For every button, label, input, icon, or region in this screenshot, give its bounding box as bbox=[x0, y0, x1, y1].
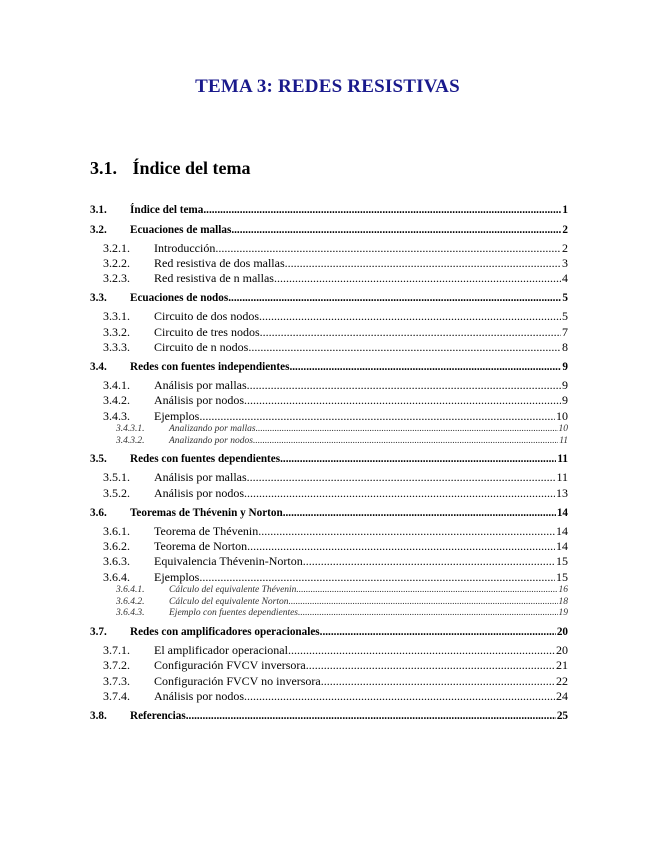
toc-entry-title: Circuito de dos nodos bbox=[154, 309, 259, 324]
toc-entry-label bbox=[90, 223, 561, 238]
section-heading bbox=[90, 158, 250, 179]
toc-dot-leader bbox=[186, 709, 556, 724]
toc-entry-page: 14 bbox=[556, 523, 568, 538]
toc-dot-leader bbox=[258, 524, 555, 539]
toc-entry-number: 3.6.3. bbox=[103, 554, 130, 569]
toc-entry-title: Ejemplos bbox=[154, 408, 200, 423]
toc-entry-number: 3.2. bbox=[90, 223, 107, 236]
toc-dot-leader bbox=[256, 424, 558, 436]
toc-entry-title: Análisis por mallas bbox=[154, 377, 247, 392]
toc-entry-title: Introducción bbox=[154, 240, 216, 255]
toc-dot-leader bbox=[244, 486, 555, 501]
toc-entry-page: 14 bbox=[556, 538, 568, 553]
toc-entry[interactable] bbox=[90, 409, 568, 424]
toc-entry-page: 20 bbox=[556, 643, 568, 658]
toc-entry-page: 18 bbox=[558, 596, 568, 607]
toc-entry-page: 24 bbox=[556, 688, 568, 703]
toc-entry-page: 9 bbox=[562, 393, 568, 408]
toc-dot-leader bbox=[259, 309, 561, 324]
toc-entry[interactable] bbox=[90, 570, 568, 585]
toc-entry[interactable] bbox=[90, 271, 568, 286]
toc-entry-label bbox=[103, 393, 561, 408]
table-of-contents bbox=[90, 203, 568, 727]
toc-entry-label bbox=[103, 325, 561, 340]
toc-entry-label bbox=[103, 539, 555, 554]
toc-entry-label bbox=[103, 241, 561, 256]
toc-entry-number: 3.7.1. bbox=[103, 643, 130, 658]
toc-entry-number: 3.8. bbox=[90, 710, 107, 723]
toc-entry-title: Redes con fuentes independientes bbox=[130, 361, 290, 374]
toc-entry-title: Análisis por nodos bbox=[154, 393, 244, 408]
toc-dot-leader bbox=[306, 658, 555, 673]
toc-entry-number: 3.4.2. bbox=[103, 393, 130, 408]
toc-entry-page: 15 bbox=[556, 569, 568, 584]
toc-entry-label bbox=[116, 436, 558, 448]
toc-entry[interactable] bbox=[90, 340, 568, 355]
toc-entry-title: Analizando por nodos bbox=[169, 435, 253, 446]
toc-entry-label bbox=[90, 506, 556, 521]
toc-entry-label bbox=[103, 486, 555, 501]
toc-entry[interactable] bbox=[90, 203, 568, 218]
toc-entry-label bbox=[103, 554, 555, 569]
toc-entry-number: 3.4.3.1. bbox=[116, 423, 145, 434]
toc-entry-number: 3.3. bbox=[90, 292, 107, 305]
toc-entry[interactable] bbox=[90, 360, 568, 375]
section-heading-title: Índice del tema bbox=[132, 158, 251, 178]
toc-dot-leader bbox=[288, 643, 555, 658]
toc-entry-page: 4 bbox=[562, 271, 568, 286]
toc-entry-page: 22 bbox=[556, 673, 568, 688]
toc-entry-label bbox=[116, 608, 558, 620]
toc-entry-page: 7 bbox=[562, 324, 568, 339]
toc-entry-page: 16 bbox=[558, 584, 568, 595]
toc-entry-number: 3.4.3.2. bbox=[116, 435, 145, 446]
toc-entry[interactable] bbox=[90, 291, 568, 306]
toc-entry-label bbox=[103, 271, 561, 286]
toc-entry-page: 14 bbox=[556, 506, 568, 519]
toc-entry-title: Cálculo del equivalente Thévenin bbox=[169, 584, 297, 595]
toc-entry-title: Circuito de tres nodos bbox=[154, 324, 260, 339]
toc-entry-label bbox=[103, 340, 561, 355]
toc-entry-label bbox=[103, 658, 555, 673]
toc-dot-leader bbox=[199, 409, 555, 424]
toc-entry[interactable] bbox=[90, 709, 568, 724]
toc-dot-leader bbox=[296, 585, 557, 597]
toc-entry-number: 3.3.1. bbox=[103, 309, 130, 324]
toc-entry-page: 20 bbox=[556, 626, 568, 639]
toc-entry-title: Analizando por mallas bbox=[169, 423, 256, 434]
toc-entry-title: Teorema de Norton bbox=[154, 538, 248, 553]
toc-entry-number: 3.2.1. bbox=[103, 240, 130, 255]
toc-entry-title: Red resistiva de n mallas bbox=[154, 271, 274, 286]
toc-entry-number: 3.3.2. bbox=[103, 324, 130, 339]
toc-entry-page: 5 bbox=[562, 309, 568, 324]
toc-entry[interactable] bbox=[90, 452, 568, 467]
toc-dot-leader bbox=[228, 291, 561, 306]
toc-entry-title: Ejemplos bbox=[154, 569, 200, 584]
toc-entry-title: Análisis por nodos bbox=[154, 688, 244, 703]
toc-entry-title: Circuito de n nodos bbox=[154, 339, 249, 354]
toc-entry-label bbox=[103, 409, 555, 424]
toc-entry-page: 13 bbox=[556, 485, 568, 500]
toc-entry-label bbox=[103, 470, 555, 485]
toc-entry-page: 10 bbox=[556, 408, 568, 423]
toc-dot-leader bbox=[283, 506, 556, 521]
toc-dot-leader bbox=[199, 570, 555, 585]
toc-entry-number: 3.7.3. bbox=[103, 673, 130, 688]
toc-entry[interactable] bbox=[90, 597, 568, 609]
toc-entry-page: 11 bbox=[559, 435, 568, 446]
toc-entry-title: Ejemplo con fuentes dependientes bbox=[169, 608, 299, 619]
toc-entry-number: 3.4.3. bbox=[103, 408, 130, 423]
toc-entry-title: Equivalencia Thévenin-Norton bbox=[154, 554, 303, 569]
toc-entry[interactable] bbox=[90, 256, 568, 271]
toc-entry-title: Redes con amplificadores operacionales bbox=[130, 626, 320, 639]
toc-entry-title: Teoremas de Thévenin y Norton bbox=[130, 506, 283, 519]
toc-entry[interactable] bbox=[90, 436, 568, 448]
toc-entry[interactable] bbox=[90, 643, 568, 658]
toc-dot-leader bbox=[203, 203, 561, 218]
toc-entry-page: 8 bbox=[562, 339, 568, 354]
toc-entry-number: 3.3.3. bbox=[103, 339, 130, 354]
toc-dot-leader bbox=[289, 597, 558, 609]
toc-dot-leader bbox=[248, 340, 561, 355]
toc-entry[interactable] bbox=[90, 625, 568, 640]
toc-entry-number: 3.5.2. bbox=[103, 485, 130, 500]
toc-entry-title: Teorema de Thévenin bbox=[154, 523, 259, 538]
toc-entry-page: 11 bbox=[556, 470, 568, 485]
toc-entry-number: 3.6.4.2. bbox=[116, 596, 145, 607]
toc-entry-number: 3.4.1. bbox=[103, 377, 130, 392]
toc-entry-label bbox=[90, 203, 561, 218]
document-title: TEMA 3: REDES RESISTIVAS bbox=[195, 76, 460, 97]
toc-entry-label bbox=[103, 524, 555, 539]
toc-entry-title: El amplificador operacional bbox=[154, 643, 288, 658]
toc-entry-page: 5 bbox=[562, 292, 568, 305]
toc-entry-label bbox=[90, 360, 561, 375]
toc-entry[interactable] bbox=[90, 241, 568, 256]
toc-dot-leader bbox=[247, 539, 555, 554]
toc-entry-number: 3.6.1. bbox=[103, 523, 130, 538]
toc-entry-label bbox=[103, 570, 555, 585]
toc-entry-number: 3.2.3. bbox=[103, 271, 130, 286]
toc-entry[interactable] bbox=[90, 674, 568, 689]
toc-entry-label bbox=[116, 585, 558, 597]
toc-entry-title: Índice del tema bbox=[130, 204, 204, 216]
toc-entry-label bbox=[90, 291, 561, 306]
toc-entry-title: Referencias bbox=[130, 710, 186, 723]
toc-entry-page: 1 bbox=[562, 204, 568, 216]
toc-entry[interactable] bbox=[90, 309, 568, 324]
toc-entry-page: 9 bbox=[562, 377, 568, 392]
toc-entry[interactable] bbox=[90, 470, 568, 485]
toc-dot-leader bbox=[289, 360, 561, 375]
toc-entry[interactable] bbox=[90, 554, 568, 569]
toc-dot-leader bbox=[215, 241, 561, 256]
toc-entry[interactable] bbox=[90, 689, 568, 704]
toc-dot-leader bbox=[321, 674, 555, 689]
toc-entry-label bbox=[103, 309, 561, 324]
toc-entry[interactable] bbox=[90, 506, 568, 521]
toc-entry-number: 3.7.4. bbox=[103, 688, 130, 703]
toc-entry-title: Análisis por nodos bbox=[154, 485, 244, 500]
toc-entry-label bbox=[116, 597, 558, 609]
toc-entry[interactable] bbox=[90, 524, 568, 539]
toc-dot-leader bbox=[285, 256, 561, 271]
toc-dot-leader bbox=[231, 223, 561, 238]
toc-entry-number: 3.7.2. bbox=[103, 658, 130, 673]
toc-entry[interactable] bbox=[90, 378, 568, 393]
toc-entry-number: 3.6.2. bbox=[103, 538, 130, 553]
toc-entry-label bbox=[90, 709, 556, 724]
toc-entry-page: 25 bbox=[556, 710, 568, 723]
toc-dot-leader bbox=[253, 436, 558, 448]
toc-entry[interactable] bbox=[90, 539, 568, 554]
toc-dot-leader bbox=[247, 470, 556, 485]
toc-entry-label bbox=[103, 643, 555, 658]
toc-dot-leader bbox=[247, 378, 561, 393]
toc-entry-page: 3 bbox=[562, 255, 568, 270]
toc-dot-leader bbox=[244, 689, 555, 704]
toc-entry-number: 3.5.1. bbox=[103, 470, 130, 485]
toc-dot-leader bbox=[303, 554, 555, 569]
toc-entry-title: Ecuaciones de mallas bbox=[130, 223, 232, 236]
toc-entry-number: 3.6.4.1. bbox=[116, 584, 145, 595]
toc-entry-title: Configuración FVCV no inversora bbox=[154, 673, 321, 688]
toc-dot-leader bbox=[280, 452, 556, 467]
toc-entry-page: 15 bbox=[556, 554, 568, 569]
toc-entry-page: 2 bbox=[562, 223, 568, 236]
toc-entry[interactable] bbox=[90, 585, 568, 597]
toc-entry-page: 19 bbox=[558, 608, 568, 619]
toc-entry-number: 3.6. bbox=[90, 506, 107, 519]
toc-entry-label bbox=[103, 674, 555, 689]
toc-dot-leader bbox=[244, 393, 561, 408]
toc-entry-number: 3.6.4. bbox=[103, 569, 130, 584]
toc-entry-label bbox=[116, 424, 558, 436]
toc-entry-page: 2 bbox=[562, 240, 568, 255]
toc-entry-number: 3.2.2. bbox=[103, 255, 130, 270]
toc-dot-leader bbox=[274, 271, 561, 286]
toc-entry[interactable] bbox=[90, 223, 568, 238]
toc-entry[interactable] bbox=[90, 424, 568, 436]
toc-entry-label bbox=[103, 689, 555, 704]
toc-entry-page: 11 bbox=[557, 453, 568, 466]
toc-entry[interactable] bbox=[90, 486, 568, 501]
toc-entry[interactable] bbox=[90, 393, 568, 408]
toc-entry-label bbox=[103, 378, 561, 393]
toc-entry[interactable] bbox=[90, 658, 568, 673]
section-heading-number: 3.1. bbox=[90, 158, 117, 178]
toc-entry[interactable] bbox=[90, 325, 568, 340]
toc-dot-leader bbox=[260, 325, 561, 340]
toc-entry-page: 21 bbox=[556, 658, 568, 673]
toc-entry-title: Redes con fuentes dependientes bbox=[130, 453, 281, 466]
toc-entry-number: 3.7. bbox=[90, 626, 107, 639]
toc-entry-page: 10 bbox=[558, 423, 568, 434]
toc-entry[interactable] bbox=[90, 608, 568, 620]
toc-entry-number: 3.4. bbox=[90, 361, 107, 374]
toc-entry-title: Cálculo del equivalente Norton bbox=[169, 596, 289, 607]
toc-entry-label bbox=[90, 625, 556, 640]
toc-entry-page: 9 bbox=[562, 361, 568, 374]
toc-entry-title: Ecuaciones de nodos bbox=[130, 292, 229, 305]
toc-entry-title: Análisis por mallas bbox=[154, 470, 247, 485]
toc-entry-label bbox=[90, 452, 556, 467]
toc-entry-number: 3.6.4.3. bbox=[116, 608, 145, 619]
toc-entry-number: 3.5. bbox=[90, 453, 107, 466]
toc-dot-leader bbox=[320, 625, 556, 640]
toc-entry-label bbox=[103, 256, 561, 271]
toc-entry-number: 3.1. bbox=[90, 204, 107, 216]
toc-entry-title: Configuración FVCV inversora bbox=[154, 658, 306, 673]
toc-dot-leader bbox=[298, 608, 557, 620]
toc-entry-title: Red resistiva de dos mallas bbox=[154, 255, 285, 270]
